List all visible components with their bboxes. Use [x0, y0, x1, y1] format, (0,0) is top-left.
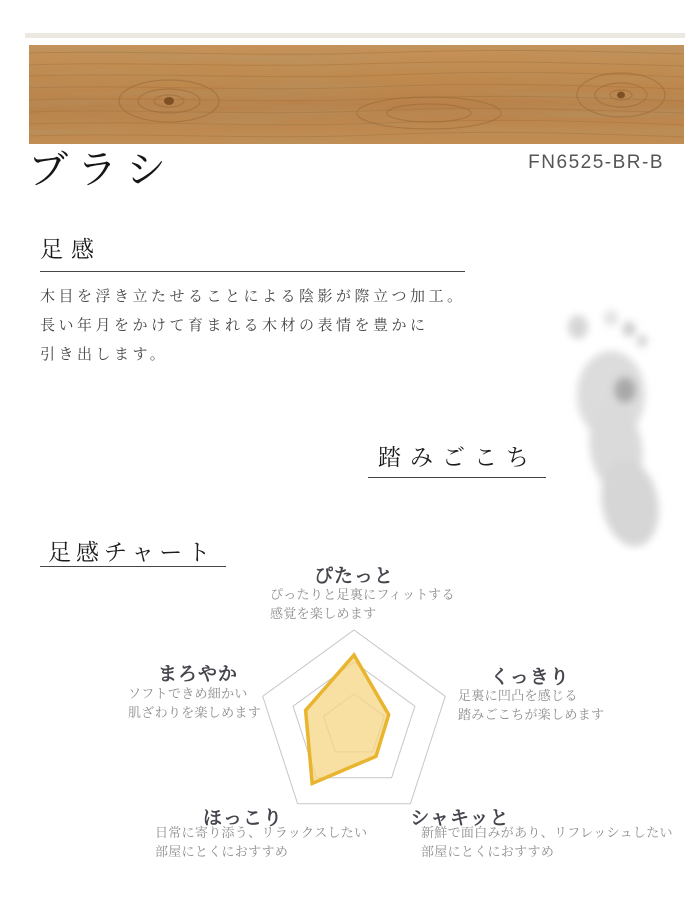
radar-axis-title-maroyaka: まろやか: [157, 664, 238, 685]
radar-axis-title-hokkori: ほっこり: [202, 808, 283, 829]
desc-line: 新鮮で面白みがあり、リフレッシュしたい: [421, 825, 673, 840]
radar-axis-title-pitatto: ぴたっと: [313, 566, 394, 587]
desc-line: 踏みごこちが楽しめます: [458, 707, 605, 722]
section-heading-fumigokochi: 踏みごこち: [378, 445, 538, 470]
wood-knot: [617, 92, 625, 99]
desc-line: ぴったりと足裏にフィットする: [270, 587, 455, 602]
sokkan-description-line: 木目を浮き立たせることによる陰影が際立つ加工。: [40, 288, 466, 305]
desc-line: 日常に寄り添う、リラックスしたい: [155, 825, 368, 840]
wood-plank-image: [29, 45, 684, 144]
desc-line: ソフトできめ細かい: [128, 686, 248, 701]
footprint-image: [548, 293, 698, 553]
wood-knot: [164, 97, 174, 105]
radar-axis-desc-hokkori: [155, 823, 367, 861]
radar-axis-desc-maroyaka: [128, 684, 261, 722]
radar-axis-title-kukkiri: くっきり: [490, 667, 570, 688]
heading-underline: [368, 477, 546, 478]
radar-series-polygon: [306, 655, 389, 784]
cropped-image-edge: [25, 33, 685, 38]
heading-underline: [40, 566, 226, 567]
desc-line: 感覚を楽しめます: [270, 606, 377, 621]
sokkan-description-line: 引き出します。: [40, 346, 169, 363]
radar-axis-desc-shakitto: [421, 823, 673, 861]
heading-underline: [40, 271, 465, 272]
radar-axis-title-shakitto: シャキッと: [410, 808, 510, 829]
section-heading-sokkan-chart: 足感チャート: [48, 540, 216, 565]
desc-line: 部屋にとくにおすすめ: [155, 844, 289, 859]
page-title: ブラシ: [28, 147, 175, 192]
radar-axis-desc-pitatto: [270, 585, 455, 623]
section-heading-sokkan: 足感: [40, 237, 102, 262]
desc-line: 部屋にとくにおすすめ: [421, 844, 555, 859]
product-code: FN6525-BR-B: [528, 152, 664, 173]
radar-axis-desc-kukkiri: [458, 686, 604, 724]
sokkan-description: [40, 282, 466, 369]
desc-line: 足裏に凹凸を感じる: [458, 688, 578, 703]
desc-line: 肌ざわりを楽しめます: [128, 705, 262, 720]
sokkan-description-line: 長い年月をかけて育まれる木材の表情を豊かに: [40, 317, 429, 334]
